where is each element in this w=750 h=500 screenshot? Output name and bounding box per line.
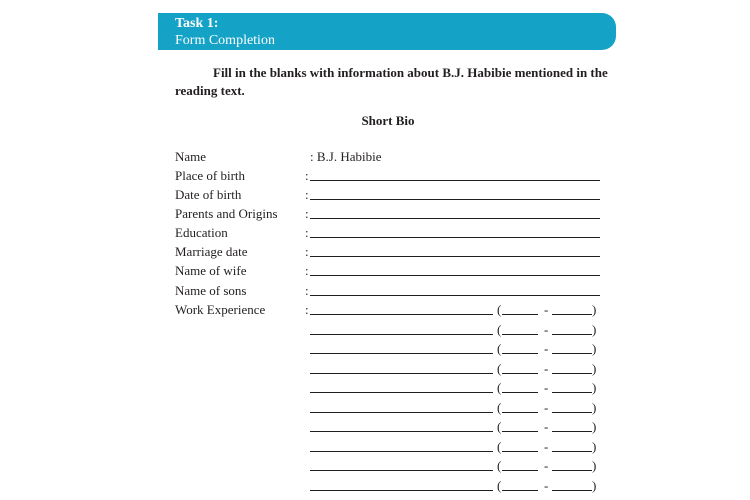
open-paren: ( xyxy=(497,361,502,376)
name-value: : B.J. Habibie xyxy=(310,149,382,164)
dash: - xyxy=(544,322,549,337)
end-year-blank[interactable] xyxy=(552,476,592,491)
open-paren: ( xyxy=(497,419,502,434)
colon: : xyxy=(305,225,309,240)
start-year-blank[interactable] xyxy=(502,437,538,452)
dash: - xyxy=(544,458,549,473)
work-experience-blank[interactable] xyxy=(310,398,493,413)
education-blank[interactable] xyxy=(310,223,600,238)
open-paren: ( xyxy=(497,322,502,337)
dash: - xyxy=(544,341,549,356)
task-subtitle: Form Completion xyxy=(175,33,275,48)
work-experience-blank[interactable] xyxy=(310,417,493,432)
close-paren: ) xyxy=(592,400,597,415)
name-of-sons-blank[interactable] xyxy=(310,281,600,296)
colon: : xyxy=(305,302,309,317)
work-experience-blank[interactable] xyxy=(310,339,493,354)
place-of-birth-blank[interactable] xyxy=(310,166,600,181)
colon: : xyxy=(305,187,309,202)
education-label: Education xyxy=(175,225,228,240)
start-year-blank[interactable] xyxy=(502,359,538,374)
work-experience-blank[interactable] xyxy=(310,359,493,374)
task-title: Task 1: xyxy=(175,16,219,31)
colon: : xyxy=(305,263,309,278)
end-year-blank[interactable] xyxy=(552,339,592,354)
end-year-blank[interactable] xyxy=(552,359,592,374)
open-paren: ( xyxy=(497,341,502,356)
short-bio-title: Short Bio xyxy=(361,113,415,128)
start-year-blank[interactable] xyxy=(502,456,538,471)
close-paren: ) xyxy=(592,341,597,356)
name-of-wife-blank[interactable] xyxy=(310,261,600,276)
marriage-date-label: Marriage date xyxy=(175,244,248,259)
name-label: Name xyxy=(175,149,207,164)
place-of-birth-label: Place of birth xyxy=(175,168,246,183)
open-paren: ( xyxy=(497,439,502,454)
dash: - xyxy=(544,439,549,454)
end-year-blank[interactable] xyxy=(552,398,592,413)
end-year-blank[interactable] xyxy=(552,437,592,452)
colon: : xyxy=(305,283,309,298)
start-year-blank[interactable] xyxy=(502,339,538,354)
end-year-blank[interactable] xyxy=(552,456,592,471)
date-of-birth-label: Date of birth xyxy=(175,187,242,202)
marriage-date-blank[interactable] xyxy=(310,242,600,257)
close-paren: ) xyxy=(592,419,597,434)
start-year-blank[interactable] xyxy=(502,320,538,335)
date-of-birth-blank[interactable] xyxy=(310,185,600,200)
end-year-blank[interactable] xyxy=(552,378,592,393)
start-year-blank[interactable] xyxy=(502,398,538,413)
work-experience-blank[interactable] xyxy=(310,476,493,491)
task-banner xyxy=(158,13,616,50)
colon: : xyxy=(305,168,309,183)
dash: - xyxy=(544,380,549,395)
instruction-text: Fill in the blanks with information about B.J. Habibie mentioned in the reading text. xyxy=(175,65,608,98)
colon: : xyxy=(305,206,309,221)
open-paren: ( xyxy=(497,400,502,415)
name-of-sons-label: Name of sons xyxy=(175,283,247,298)
dash: - xyxy=(544,478,549,493)
work-experience-blank[interactable] xyxy=(310,300,493,315)
end-year-blank[interactable] xyxy=(552,300,592,315)
close-paren: ) xyxy=(592,380,597,395)
open-paren: ( xyxy=(497,302,502,317)
parents-and-origins-label: Parents and Origins xyxy=(175,206,278,221)
close-paren: ) xyxy=(592,439,597,454)
close-paren: ) xyxy=(592,458,597,473)
close-paren: ) xyxy=(592,322,597,337)
work-experience-blank[interactable] xyxy=(310,437,493,452)
end-year-blank[interactable] xyxy=(552,417,592,432)
start-year-blank[interactable] xyxy=(502,417,538,432)
start-year-blank[interactable] xyxy=(502,378,538,393)
dash: - xyxy=(544,419,549,434)
name-of-wife-label: Name of wife xyxy=(175,263,247,278)
close-paren: ) xyxy=(592,302,597,317)
open-paren: ( xyxy=(497,458,502,473)
dash: - xyxy=(544,361,549,376)
dash: - xyxy=(544,400,549,415)
work-experience-blank[interactable] xyxy=(310,320,493,335)
open-paren: ( xyxy=(497,478,502,493)
close-paren: ) xyxy=(592,361,597,376)
start-year-blank[interactable] xyxy=(502,476,538,491)
work-experience-label: Work Experience xyxy=(175,302,266,317)
start-year-blank[interactable] xyxy=(502,300,538,315)
parents-and-origins-blank[interactable] xyxy=(310,204,600,219)
work-experience-blank[interactable] xyxy=(310,378,493,393)
close-paren: ) xyxy=(592,478,597,493)
open-paren: ( xyxy=(497,380,502,395)
end-year-blank[interactable] xyxy=(552,320,592,335)
dash: - xyxy=(544,302,549,317)
work-experience-blank[interactable] xyxy=(310,456,493,471)
colon: : xyxy=(305,244,309,259)
